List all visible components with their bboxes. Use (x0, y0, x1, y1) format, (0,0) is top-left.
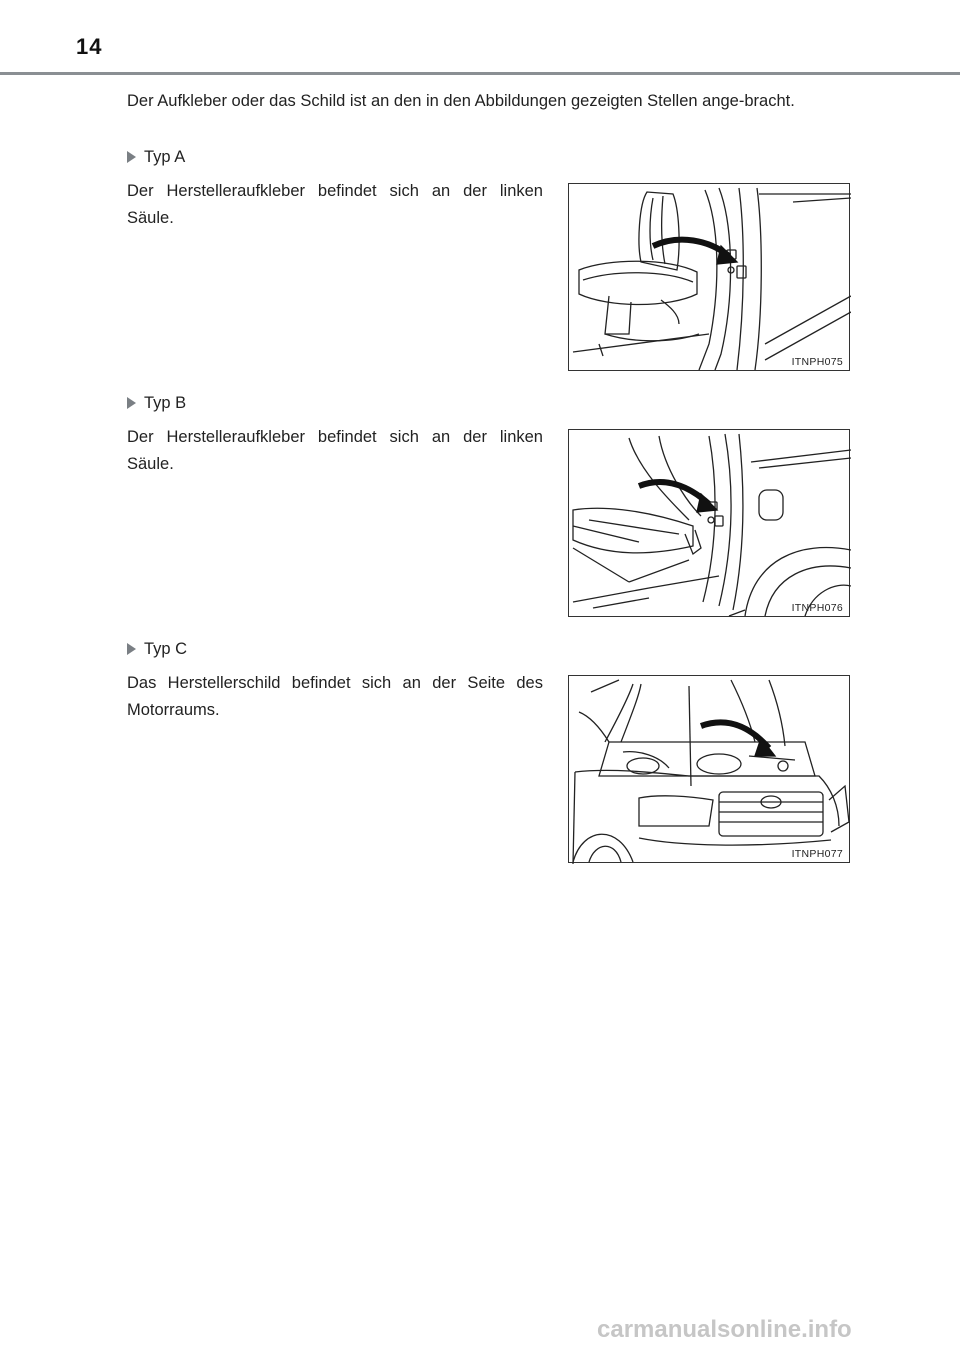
type-c-heading-label: Typ C (144, 640, 188, 658)
type-b-heading (127, 392, 186, 414)
figure-type-b (568, 429, 850, 617)
figure-code: ITNPH076 (791, 602, 843, 614)
engine-bay-illustration (569, 676, 851, 864)
figure-type-c (568, 675, 850, 863)
type-a-description: Der Herstelleraufkleber befindet sich an der linken Säule. (127, 182, 543, 227)
watermark: carmanualsonline.info (597, 1316, 852, 1343)
figure-type-a (568, 183, 850, 371)
type-c-heading (127, 638, 187, 660)
intro-paragraph: Der Aufkleber oder das Schild ist an den in den Abbildungen gezeigten Stellen ange-bracht. (127, 92, 795, 110)
seat-pillar-illustration (569, 184, 851, 372)
bullet-triangle-icon (127, 397, 136, 409)
bullet-triangle-icon (127, 643, 136, 655)
seat-pillar-illustration (569, 430, 851, 618)
type-b-description: Der Herstelleraufkleber befindet sich an der linken Säule. (127, 428, 543, 473)
bullet-triangle-icon (127, 151, 136, 163)
type-a-heading (127, 146, 185, 168)
type-c-description: Das Herstellerschild befindet sich an der Seite des Motorraums. (127, 674, 543, 719)
figure-code: ITNPH075 (791, 356, 843, 368)
page-number: 14 (76, 34, 103, 59)
type-a-heading-label: Typ A (144, 148, 186, 166)
header-rule (0, 72, 960, 75)
type-b-heading-label: Typ B (144, 394, 187, 412)
figure-code: ITNPH077 (791, 848, 843, 860)
